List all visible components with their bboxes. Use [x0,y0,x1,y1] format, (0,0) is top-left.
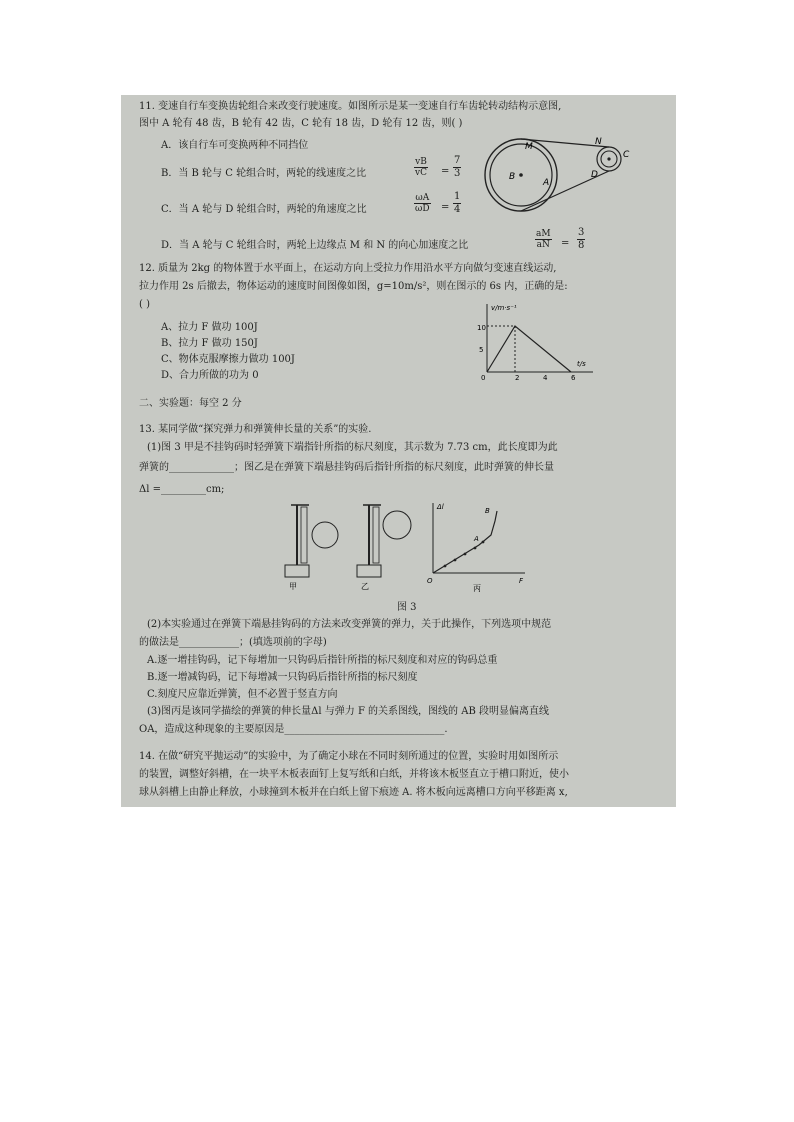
frac-num: ωA [415,193,430,203]
y-tick-10: 10 [477,324,486,332]
magnifier-yi [383,511,411,539]
frac-num: 3 [578,227,585,238]
equals-sign: = [561,238,570,249]
q12-option-b: B、拉力 F 做功 150J [161,338,258,349]
frac-den: 3 [454,168,461,179]
q13-part3-line2: OA，造成这种现象的主要原因是________________________________. [139,724,448,735]
label-b: B [509,172,516,182]
velocity-line [487,326,571,372]
q14-stem-line1: 14. 在做“研究平抛运动”的实验中，为了确定小球在不同时刻所通过的位置，实验时用如图所示 [139,751,559,762]
frac-num: 7 [454,155,461,166]
q13-part1-line2: 弹簧的_____________；图乙是在弹簧下端悬挂钩码后指针所指的标尺刻度，此时弹簧的伸长量 [139,462,554,473]
x-axis-label: t/s [577,360,586,368]
q13-part2-option-a: A.逐一增挂钩码，记下每增加一只钩码后指针所指的标尺刻度和对应的钩码总重 [147,655,498,666]
frac-num: aM [536,229,551,239]
plot-point [464,553,467,556]
q11-option-d-ratio [535,229,552,250]
label-f-axis: F [519,577,524,585]
label-dl: Δl [437,503,444,511]
label-n: N [595,137,602,147]
plot-point [474,547,477,550]
equals-sign: = [441,166,450,177]
q13-part1-line3: Δl =_________cm; [139,484,225,495]
q11-option-b-ratio [414,157,428,178]
q11-option-b-text: B．当 B 轮与 C 轮组合时，两轮的线速度之比 [161,168,367,179]
x-tick-0: 0 [481,374,486,382]
frac-den: 8 [578,240,585,251]
frac-den: aN [536,240,550,250]
label-d: D [591,170,598,180]
figure-caption: 图 3 [397,602,417,613]
frac-den: 4 [454,204,461,215]
q11-option-c-text: C．当 A 轮与 D 轮组合时，两轮的角速度之比 [161,204,367,215]
q11-option-d-text: D．当 A 轮与 C 轮组合时，两轮上边缘点 M 和 N 的向心加速度之比 [161,240,469,251]
q12-stem-line3: ( ) [139,299,150,310]
q11-option-c [161,203,367,216]
plot-point [444,565,447,568]
section-heading: 二、实验题：每空 2 分 [139,398,242,409]
x-tick-2: 2 [515,374,520,382]
q13-part2-line1: (2)本实验通过在弹簧下端悬挂钩码的方法来改变弹簧的弹力，关于此操作，下列选项中规范 [147,619,552,630]
q12-option-a: A、拉力 F 做功 100J [161,322,258,333]
q14-stem-line3: 球从斜槽上由静止释放，小球撞到木板并在白纸上留下痕迹 A. 将木板向远离槽口方向平移距离 x, [139,787,568,798]
label-origin: O [427,577,433,585]
frac-num: 1 [454,191,461,202]
label-jia: 甲 [289,582,297,591]
q11-option-c-value [453,191,461,216]
q11-option-d [161,239,468,252]
stand-base-yi [357,565,381,577]
q11-option-b [161,167,366,180]
ruler-jia [301,507,307,563]
q14-stem-line2: 的装置，调整好斜槽，在一块平木板表面钉上复写纸和白纸，并将该木板竖直立于槽口附近，使小 [139,769,569,780]
label-yi: 乙 [361,582,369,591]
label-a-point: A [474,535,479,543]
velocity-time-graph [477,300,597,382]
q11-option-b-value [453,155,461,180]
y-axis-label: v/m·s⁻¹ [491,304,517,312]
ruler-yi [373,507,379,563]
q12-stem-line1: 12. 质量为 2kg 的物体置于水平面上，在运动方向上受拉力作用沿水平方向做匀变速直线运动, [139,263,557,274]
y-tick-5: 5 [479,346,484,354]
gear-center-dot [519,173,523,177]
equals-sign: = [441,202,450,213]
magnifier-jia [312,522,338,548]
plot-point [454,559,457,562]
q11-option-c-ratio [414,193,431,214]
q13-stem-line1: 13. 某同学做“探究弹力和弹簧伸长量的关系”的实验. [139,424,372,435]
label-b-point: B [485,507,490,515]
q11-option-a: A．该自行车可变换两种不同挡位 [161,140,309,151]
q11-option-d-value [577,227,585,252]
plot-point [482,541,485,544]
q13-part2-option-c: C.刻度尺应靠近弹簧，但不必置于竖直方向 [147,689,338,700]
x-tick-6: 6 [571,374,576,382]
label-m: M [525,142,533,152]
exam-page-photo [121,95,676,807]
q13-part2-line2: 的做法是____________；(填选项前的字母) [139,637,327,648]
q11-stem-line2: 图中 A 轮有 48 齿，B 轮有 42 齿，C 轮有 18 齿，D 轮有 12 齿，则( ) [139,118,463,129]
curve-oab [433,511,497,573]
gear-cd-center-dot [607,157,610,160]
q12-stem-line2: 拉力作用 2s 后撤去，物体运动的速度时间图像如图，g=10m/s²，则在图示的 6s 内，正确的是: [139,281,568,292]
frac-den: vC [415,168,427,178]
q13-part3-line1: (3)图丙是该同学描绘的弹簧的伸长量Δl 与弹力 F 的关系图线，图线的 AB 段明显偏离直线 [147,706,549,717]
q13-part2-option-b: B.逐一增减钩码，记下每增减一只钩码后指针所指的标尺刻度 [147,672,418,683]
frac-den: ωD [415,204,430,214]
x-tick-4: 4 [543,374,548,382]
spring-experiment-figure [279,495,531,603]
frac-num: vB [415,157,427,167]
label-bing: 丙 [473,584,481,593]
q11-stem-line1: 11. 变速自行车变换齿轮组合来改变行驶速度。如图所示是某一变速自行车齿轮转动结构示意图, [139,101,562,112]
label-a: A [543,178,550,188]
gear-diagram [481,135,651,217]
q12-option-c: C、物体克服摩擦力做功 100J [161,354,295,365]
q13-part1-line1: (1)图 3 甲是不挂钩码时轻弹簧下端指针所指的标尺刻度，其示数为 7.73 cm，此长度即为此 [147,442,558,453]
label-c: C [623,150,630,160]
stand-base-jia [285,565,309,577]
q12-option-d: D、合力所做的功为 0 [161,370,259,381]
